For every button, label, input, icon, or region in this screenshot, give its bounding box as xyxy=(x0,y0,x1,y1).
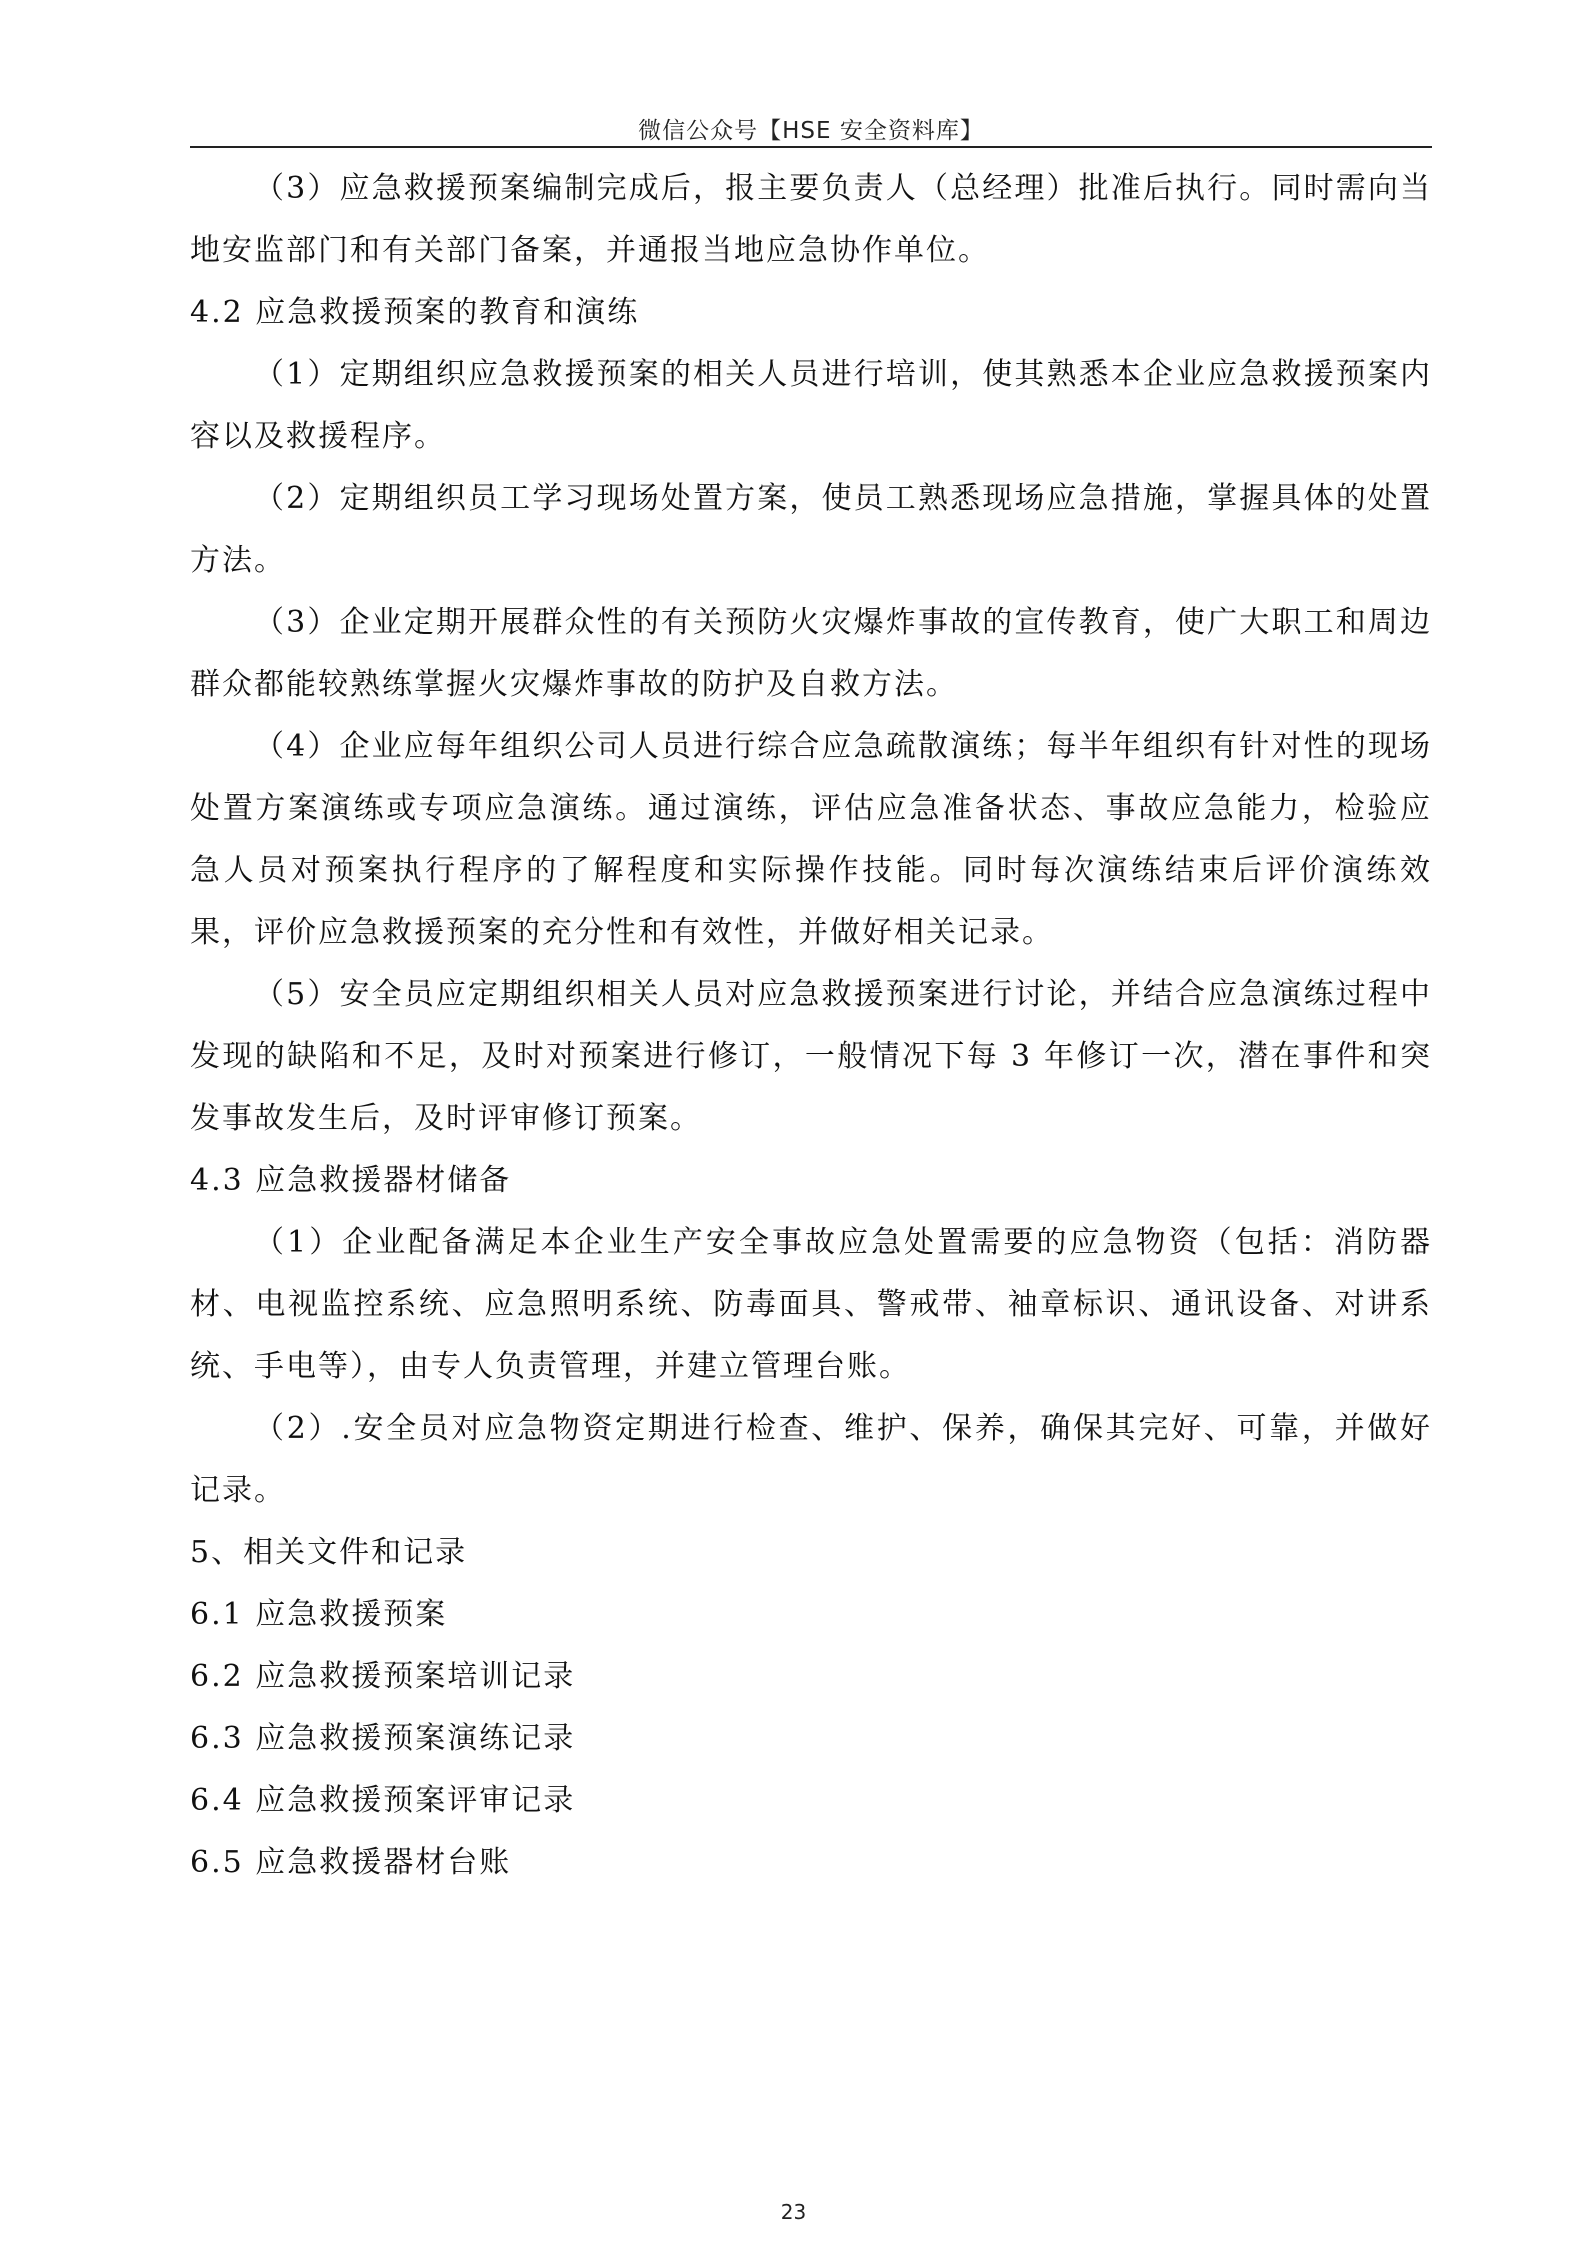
paragraph-materials: （1）企业配备满足本企业生产安全事故应急处置需要的应急物资（包括：消防器材、电视监控系统、应急照明系统、防毒面具、警戒带、袖章标识、通讯设备、对讲系统、手电等），由专人负责管理，并建立管理台账。 xyxy=(190,1225,1432,1384)
page-number: 23 xyxy=(780,2200,807,2224)
page-header: 微信公众号【HSE 安全资料库】 xyxy=(638,118,984,144)
header-divider xyxy=(190,146,1432,148)
section-heading-4-3: 4.3 应急救援器材储备 xyxy=(190,1163,512,1198)
paragraph-inspection: （2）.安全员对应急物资定期进行检查、维护、保养，确保其完好、可靠，并做好记录。 xyxy=(190,1411,1432,1508)
section-heading-4-2: 4.2 应急救援预案的教育和演练 xyxy=(190,295,640,330)
paragraph-revision: （5）安全员应定期组织相关人员对应急救援预案进行讨论，并结合应急演练过程中发现的缺陷和不足，及时对预案进行修订，一般情况下每 3 年修订一次，潜在事件和突发事故发生后，及时评审修订预案。 xyxy=(190,977,1432,1136)
document-body xyxy=(190,158,1432,1894)
record-item: 6.3 应急救援预案演练记录 xyxy=(190,1721,576,1756)
record-item: 6.4 应急救援预案评审记录 xyxy=(190,1783,576,1818)
record-item: 6.1 应急救援预案 xyxy=(190,1597,448,1632)
record-item: 6.5 应急救援器材台账 xyxy=(190,1845,512,1880)
paragraph-3-approval: （3）应急救援预案编制完成后，报主要负责人（总经理）批准后执行。同时需向当地安监部门和有关部门备案，并通报当地应急协作单位。 xyxy=(190,171,1432,268)
paragraph-drills: （4）企业应每年组织公司人员进行综合应急疏散演练；每半年组织有针对性的现场处置方案演练或专项应急演练。通过演练，评估应急准备状态、事故应急能力，检验应急人员对预案执行程序的了解程度和实际操作技能。同时每次演练结束后评价演练效果，评价应急救援预案的充分性和有效性，并做好相关记录。 xyxy=(190,729,1432,950)
paragraph-onsite-plan: （2）定期组织员工学习现场处置方案，使员工熟悉现场应急措施，掌握具体的处置方法。 xyxy=(190,481,1432,578)
section-heading-5: 5、相关文件和记录 xyxy=(190,1535,468,1570)
paragraph-training: （1）定期组织应急救援预案的相关人员进行培训，使其熟悉本企业应急救援预案内容以及救援程序。 xyxy=(190,357,1432,454)
record-item: 6.2 应急救援预案培训记录 xyxy=(190,1659,576,1694)
paragraph-publicity: （3）企业定期开展群众性的有关预防火灾爆炸事故的宣传教育，使广大职工和周边群众都能较熟练掌握火灾爆炸事故的防护及自救方法。 xyxy=(190,605,1432,702)
